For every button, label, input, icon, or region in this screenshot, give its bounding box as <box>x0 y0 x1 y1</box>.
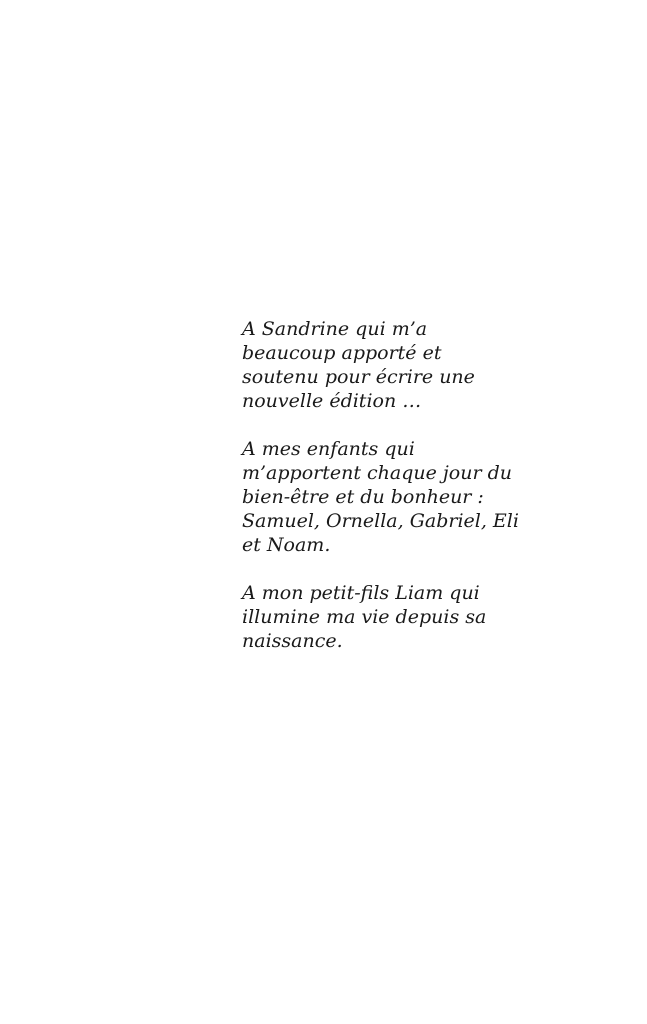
dedication-line: soutenu pour écrire une <box>242 366 475 388</box>
dedication-line: A mes enfants qui <box>242 438 415 460</box>
dedication-paragraph-sandrine <box>242 317 542 413</box>
dedication-text <box>242 317 542 677</box>
dedication-line: et Noam. <box>242 534 331 556</box>
dedication-line: Samuel, Ornella, Gabriel, Eli <box>242 510 519 532</box>
dedication-paragraph-children <box>242 437 542 557</box>
dedication-paragraph-grandson <box>242 581 542 653</box>
dedication-line: nouvelle édition … <box>242 390 422 412</box>
dedication-line: A Sandrine qui m’a <box>242 318 428 340</box>
dedication-line: illumine ma vie depuis sa <box>242 606 487 628</box>
dedication-line: naissance. <box>242 630 343 652</box>
dedication-line: A mon petit-fils Liam qui <box>242 582 480 604</box>
dedication-line: beaucoup apporté et <box>242 342 442 364</box>
dedication-line: m’apportent chaque jour du <box>242 462 512 484</box>
dedication-line: bien-être et du bonheur : <box>242 486 484 508</box>
